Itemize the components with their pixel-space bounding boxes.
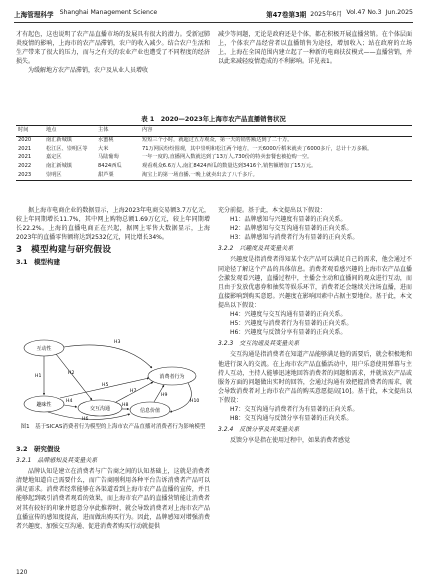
hypothesis-label: H2 — [68, 371, 75, 376]
table-cell: 崇明区 — [44, 171, 96, 180]
right-column-main — [218, 206, 412, 445]
table-cell: 松江区、崇明区等 — [46, 145, 88, 152]
hypothesis: H1：品牌感知与兴趣度有显著的正向关系。 — [230, 216, 347, 224]
issue-zh: 第47卷第3期 — [266, 11, 307, 19]
subsubsection-heading: 3.2.2 兴趣度及其变量关系 — [218, 245, 294, 253]
table-cell: 一年一度的,直播网入数就达到了13万人,730份的特卖套餐也被抢购一空。 — [142, 154, 313, 161]
table-row — [16, 136, 412, 145]
hypothesis-label: H1 — [35, 374, 42, 379]
table-cell: 甜芦粟 — [96, 171, 140, 180]
edge-h2 — [56, 354, 92, 400]
paragraph: 兴趣度是指消费者得知某个农产品可以满足自己的需求，他会通过不同途径了解这个产品的具体信息。消费者观看感兴趣的上海市农产品直播会激发观看兴趣，直播过程中，主播会主动和直播间的观众进行互动，而且由于发放优惠券和抽奖等娱乐环节，消费者还会继续关注场直播，进而直接影响到购买意愿。兴趣度在影响因素中占据主要地位。基于此，本文提出以下假设： — [218, 256, 412, 309]
node-label: 趣味性 — [36, 402, 52, 408]
hypothesis-label: H4 — [66, 399, 73, 404]
table-row — [16, 154, 412, 163]
subsection-heading: 3.2 研究假设 — [16, 445, 61, 453]
journal-title-en: Shanghai Management Science — [59, 9, 158, 16]
table-cell: 2021 — [18, 154, 32, 161]
table-cell: 2022 — [18, 163, 32, 170]
figure-caption: 图1 基于SICAS消费者行为模型的上海市农产品直播对消费者行为影响模型 — [20, 424, 206, 430]
paragraph: 反馈分享是指在使用过程中，如果消费者感觉 — [230, 437, 351, 445]
hypothesis: H7：交互沟通与消费者行为有显著的正向关系。 — [230, 405, 359, 413]
model-figure — [22, 334, 202, 420]
edge-h3 — [64, 345, 152, 368]
paragraph: 充分前提。基于此，本文提出以下假设： — [218, 207, 327, 214]
paragraph: 交互沟通是指消费者在知道产品能够满足他的需要后，就会积极地和他进行深入的交流。在上海市农产品直播活动中，用户乐意使用弹幕与主持人互动，主持人能够迅速地回答消费者的问题和需求，并就该农产品或服务方面的问题做出实时的回答，会通过沟通有效把握消费者的需求，就会导致消费者对上海市农产品的购买意愿提高[10]。基于此，本文提出以下假设： — [218, 351, 412, 404]
table-cell: 短短三个小时，就超过五万观众，第一天的销售额达到了二十万。 — [142, 137, 293, 144]
hypothesis-label: H5 — [102, 383, 109, 388]
hypothesis-label: H10 — [190, 399, 200, 404]
paragraph: 减少等问题，无论是政府还是个体，都在积极开展直播营销。在个体层面上，个体农产品经营者以直播销售为途径，增加收入；站在政府的立场上，上海在全国范围内建立起了一种新的电商扶贫模式——直播营销，并以此来减轻疫情造成的不利影响。详见表1。 — [218, 31, 412, 66]
hypothesis: H3：品牌感知与消费者行为有显著的正向关系。 — [230, 234, 359, 242]
subsubsection-heading: 3.2.3 交互沟通及其变量关系 — [218, 340, 300, 348]
edge-h10 — [170, 383, 191, 412]
table-cell: 淘宝上的第一场直播,一晚上就卖出去了八千多斤。 — [140, 171, 412, 180]
left-column-bottom — [16, 443, 210, 531]
hypothesis-label: H9 — [161, 393, 168, 398]
table-cell: 2020 — [18, 137, 32, 144]
page-number: 120 — [16, 569, 28, 576]
hypothesis: H2：品牌感知与交互沟通有显著的正向关系。 — [230, 225, 353, 233]
issue-en: Vol.47 No.3 — [346, 9, 382, 16]
running-header — [14, 6, 413, 23]
table-cell: 嘉定区 — [46, 154, 62, 161]
table-cell: 2021 — [18, 145, 32, 152]
paragraph: 品牌认知是建立在消费者与广告商之间的认知基础上，这就是消费者清楚地知道自己需要什么，而广告商刚利用各种平台告诉消费者产品可以满足需求。消费者经常能够在各渠道看到上海市农产品直播的宣传，并且能够起到吸引消费者观看的效果，而上海市农产品的直播营销能让消费者对其有较好的印象并愿意分享此推荐时，就会导致消费者对上海市农产品直播宣传的感知度提高，进而做出购买行为。因此，品牌感知对增强消费者兴趣度、加强交互沟通、促进消费者购买行动就提供 — [16, 468, 210, 530]
table-header-row — [16, 126, 412, 137]
issue-date-en: Jun.2025 — [385, 9, 413, 16]
paragraph: 据上海市电商企业的数据显示，上海2023年电商交易额3.7万亿元，较上年同期增长11.7%，其中网上购物总额1.69万亿元，较上年同期增长22.2%。上海的直播电商正在兴起，据网上零售大数据显示，上海2023年的直播零售额将达到2532亿元，同比增长34%。 — [16, 207, 210, 242]
table-cell: 南汇新城镇 — [46, 137, 72, 144]
edge-h5 — [60, 378, 149, 398]
node-label: 消费者行为 — [159, 374, 185, 380]
table-row — [16, 171, 412, 180]
node-label: 交互沟通 — [89, 406, 111, 412]
subsection-heading: 3.1 模型构建 — [16, 258, 61, 267]
right-column-top — [218, 30, 412, 66]
issue-date-zh: 2025年6月 — [310, 11, 343, 18]
subsubsection-heading: 3.2.4 反馈分享及其变量关系 — [218, 426, 300, 434]
table-cell: 水蜜桃 — [98, 137, 114, 144]
table-cell: 观看观众6.6万人,南汇8424西瓜的数量达到3416个,销售额增加了15万元。 — [142, 163, 317, 170]
table-cell: 大米 — [98, 145, 109, 152]
paragraph: 才有起色，这也说明了农产品直播市场的发展具有很大的潜力。受新冠肺炎疫情的影响，上海市的农产品滞销，农户的收入减少。结合农户生活和生产带来了很大的压力，而与之有关的农业产业也遭受了不同程度的经济损失。 — [16, 31, 210, 66]
data-table — [16, 125, 412, 181]
node-label: 信息价值 — [139, 408, 161, 414]
table-cell: 71万网民纷纷围观，其中崇明和松江两个地方，一天6000斤稻米就卖了6000多斤，总计十万多额。 — [142, 145, 373, 152]
table-cell: 8424西瓜 — [98, 163, 122, 170]
subsubsection-heading: 3.2.1 品牌感知及其变量关系 — [16, 457, 98, 465]
hypothesis: H6：兴趣度与反馈分享有显著的正向关系。 — [230, 329, 347, 337]
hypothesis: H8：交互沟通与反馈分享有显著的正向关系。 — [230, 415, 353, 423]
table-title: 表 1 2020—2023年上海市农产品直播销售状况 — [141, 115, 286, 123]
table-row — [16, 163, 412, 172]
paragraph: 为缓解地方农产品滞销，农户及从业人员增收 — [28, 67, 149, 75]
left-column-mid — [16, 206, 210, 270]
table-header-cell: 时间 — [16, 126, 44, 137]
hypothesis-label: H3 — [114, 340, 121, 345]
table-cell: 2023 — [16, 171, 44, 180]
left-column-top — [16, 30, 210, 75]
edge-h4 — [64, 405, 77, 407]
section-heading: 3 模型构建与研究假设 — [16, 245, 112, 256]
hypothesis: H5：兴趣度与消费者行为有显著的正向关系。 — [230, 320, 353, 328]
node-label: 互动性 — [36, 346, 52, 352]
table-header-cell: 地点 — [44, 126, 96, 137]
hypothesis: H4：兴趣度与交互沟通有显著的正向关系。 — [230, 311, 347, 319]
table-header-cell: 主体 — [96, 126, 140, 137]
hypothesis-label: H7 — [130, 389, 137, 394]
table-header-cell: 内容 — [140, 126, 412, 137]
table-cell: 南汇新城镇 — [46, 163, 72, 170]
table-cell: 马陆葡萄 — [98, 154, 119, 161]
hypothesis-label: H8 — [122, 403, 129, 408]
hypothesis-label: H6 — [82, 417, 89, 420]
journal-title-zh: 上海管理科学 — [14, 11, 54, 19]
table-row — [16, 145, 412, 154]
